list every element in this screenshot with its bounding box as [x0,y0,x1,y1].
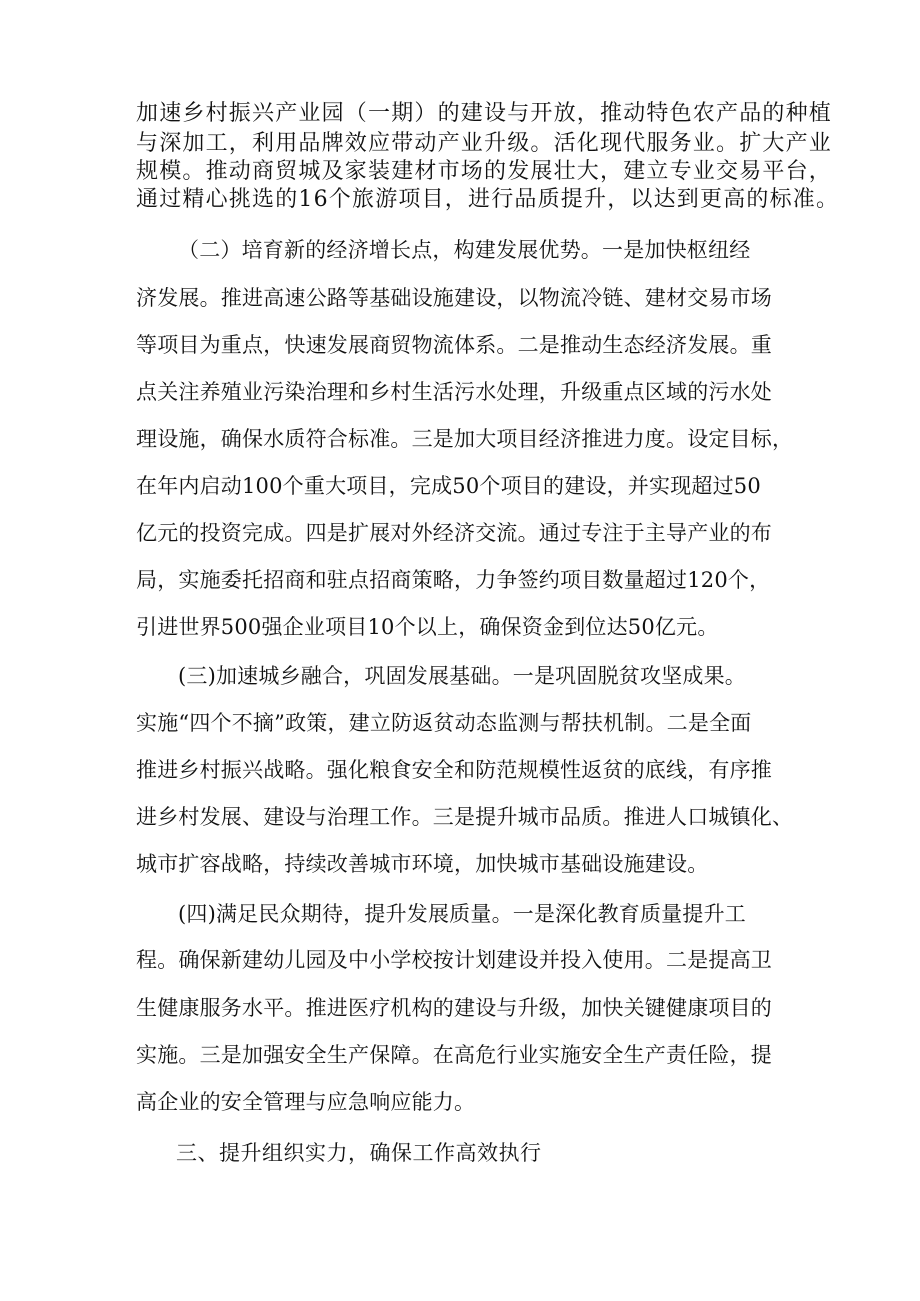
paragraph-3-line-3: 推进乡村振兴战略。强化粮食安全和防范规模性返贫的底线，有序推 [136,758,772,782]
paragraph-1-line-4: 通过精心挑选的16个旅游项目，进行品质提升，以达到更高的标准。 [136,187,840,212]
paragraph-1-line-3: 规模。推动商贸城及家装建材市场的发展壮大，建立专业交易平台， [136,159,833,184]
paragraph-2-line-6: 在年内启动100个重大项目，完成50个项目的建设，并实现超过50 [136,474,761,498]
paragraph-4-line-2: 程。确保新建幼儿园及中小学校按计划建设并投入使用。二是提高卫 [136,948,772,972]
paragraph-4-line-3: 生健康服务水平。推进医疗机构的建设与升级，加快关键健康项目的 [136,996,772,1020]
paragraph-3-line-2: 实施“四个不摘”政策，建立防返贫动态监测与帮扶机制。二是全面 [136,711,752,735]
section-heading: 三、提升组织实力，确保工作高效执行 [176,1141,542,1165]
paragraph-2-line-7: 亿元的投资完成。四是扩展对外经济交流。通过专注于主导产业的布 [136,521,772,545]
paragraph-2-line-8: 局，实施委托招商和驻点招商策略，力争签约项目数量超过120个， [136,568,771,592]
paragraph-3-line-4: 进乡村发展、建设与治理工作。三是提升城市品质。推进人口城镇化、 [136,805,794,829]
paragraph-2-line-9: 引进世界500强企业项目10个以上，确保资金到位达50亿元。 [136,615,719,639]
paragraph-3-line-5: 城市扩容战略，持续改善城市环境，加快城市基础设施建设。 [136,852,709,876]
paragraph-2-line-5: 理设施，确保水质符合标准。三是加大项目经济推进力度。设定目标， [136,427,794,451]
paragraph-3-line-1: (三)加速城乡融合，巩固发展基础。一是巩固脱贫攻坚成果。 [178,664,746,688]
paragraph-1-line-1: 加速乡村振兴产业园（一期）的建设与开放，推动特色农产品的种植 [136,101,833,126]
paragraph-2-line-1: （二）培育新的经济增长点，构建发展优势。一是加快枢纽经 [178,238,751,262]
paragraph-2-line-4: 点关注养殖业污染治理和乡村生活污水处理，升级重点区域的污水处 [136,380,772,404]
paragraph-2-line-3: 等项目为重点，快速发展商贸物流体系。二是推动生态经济发展。重 [136,333,772,357]
paragraph-4-line-1: (四)满足民众期待，提升发展质量。一是深化教育质量提升工 [178,902,746,926]
paragraph-1-line-2: 与深加工，利用品牌效应带动产业升级。活化现代服务业。扩大产业 [136,131,833,156]
paragraph-2-line-2: 济发展。推进高速公路等基础设施建设，以物流冷链、建材交易市场 [136,286,772,310]
paragraph-4-line-4: 实施。三是加强安全生产保障。在高危行业实施安全生产责任险，提 [136,1043,772,1067]
paragraph-4-line-5: 高企业的安全管理与应急响应能力。 [136,1090,476,1114]
